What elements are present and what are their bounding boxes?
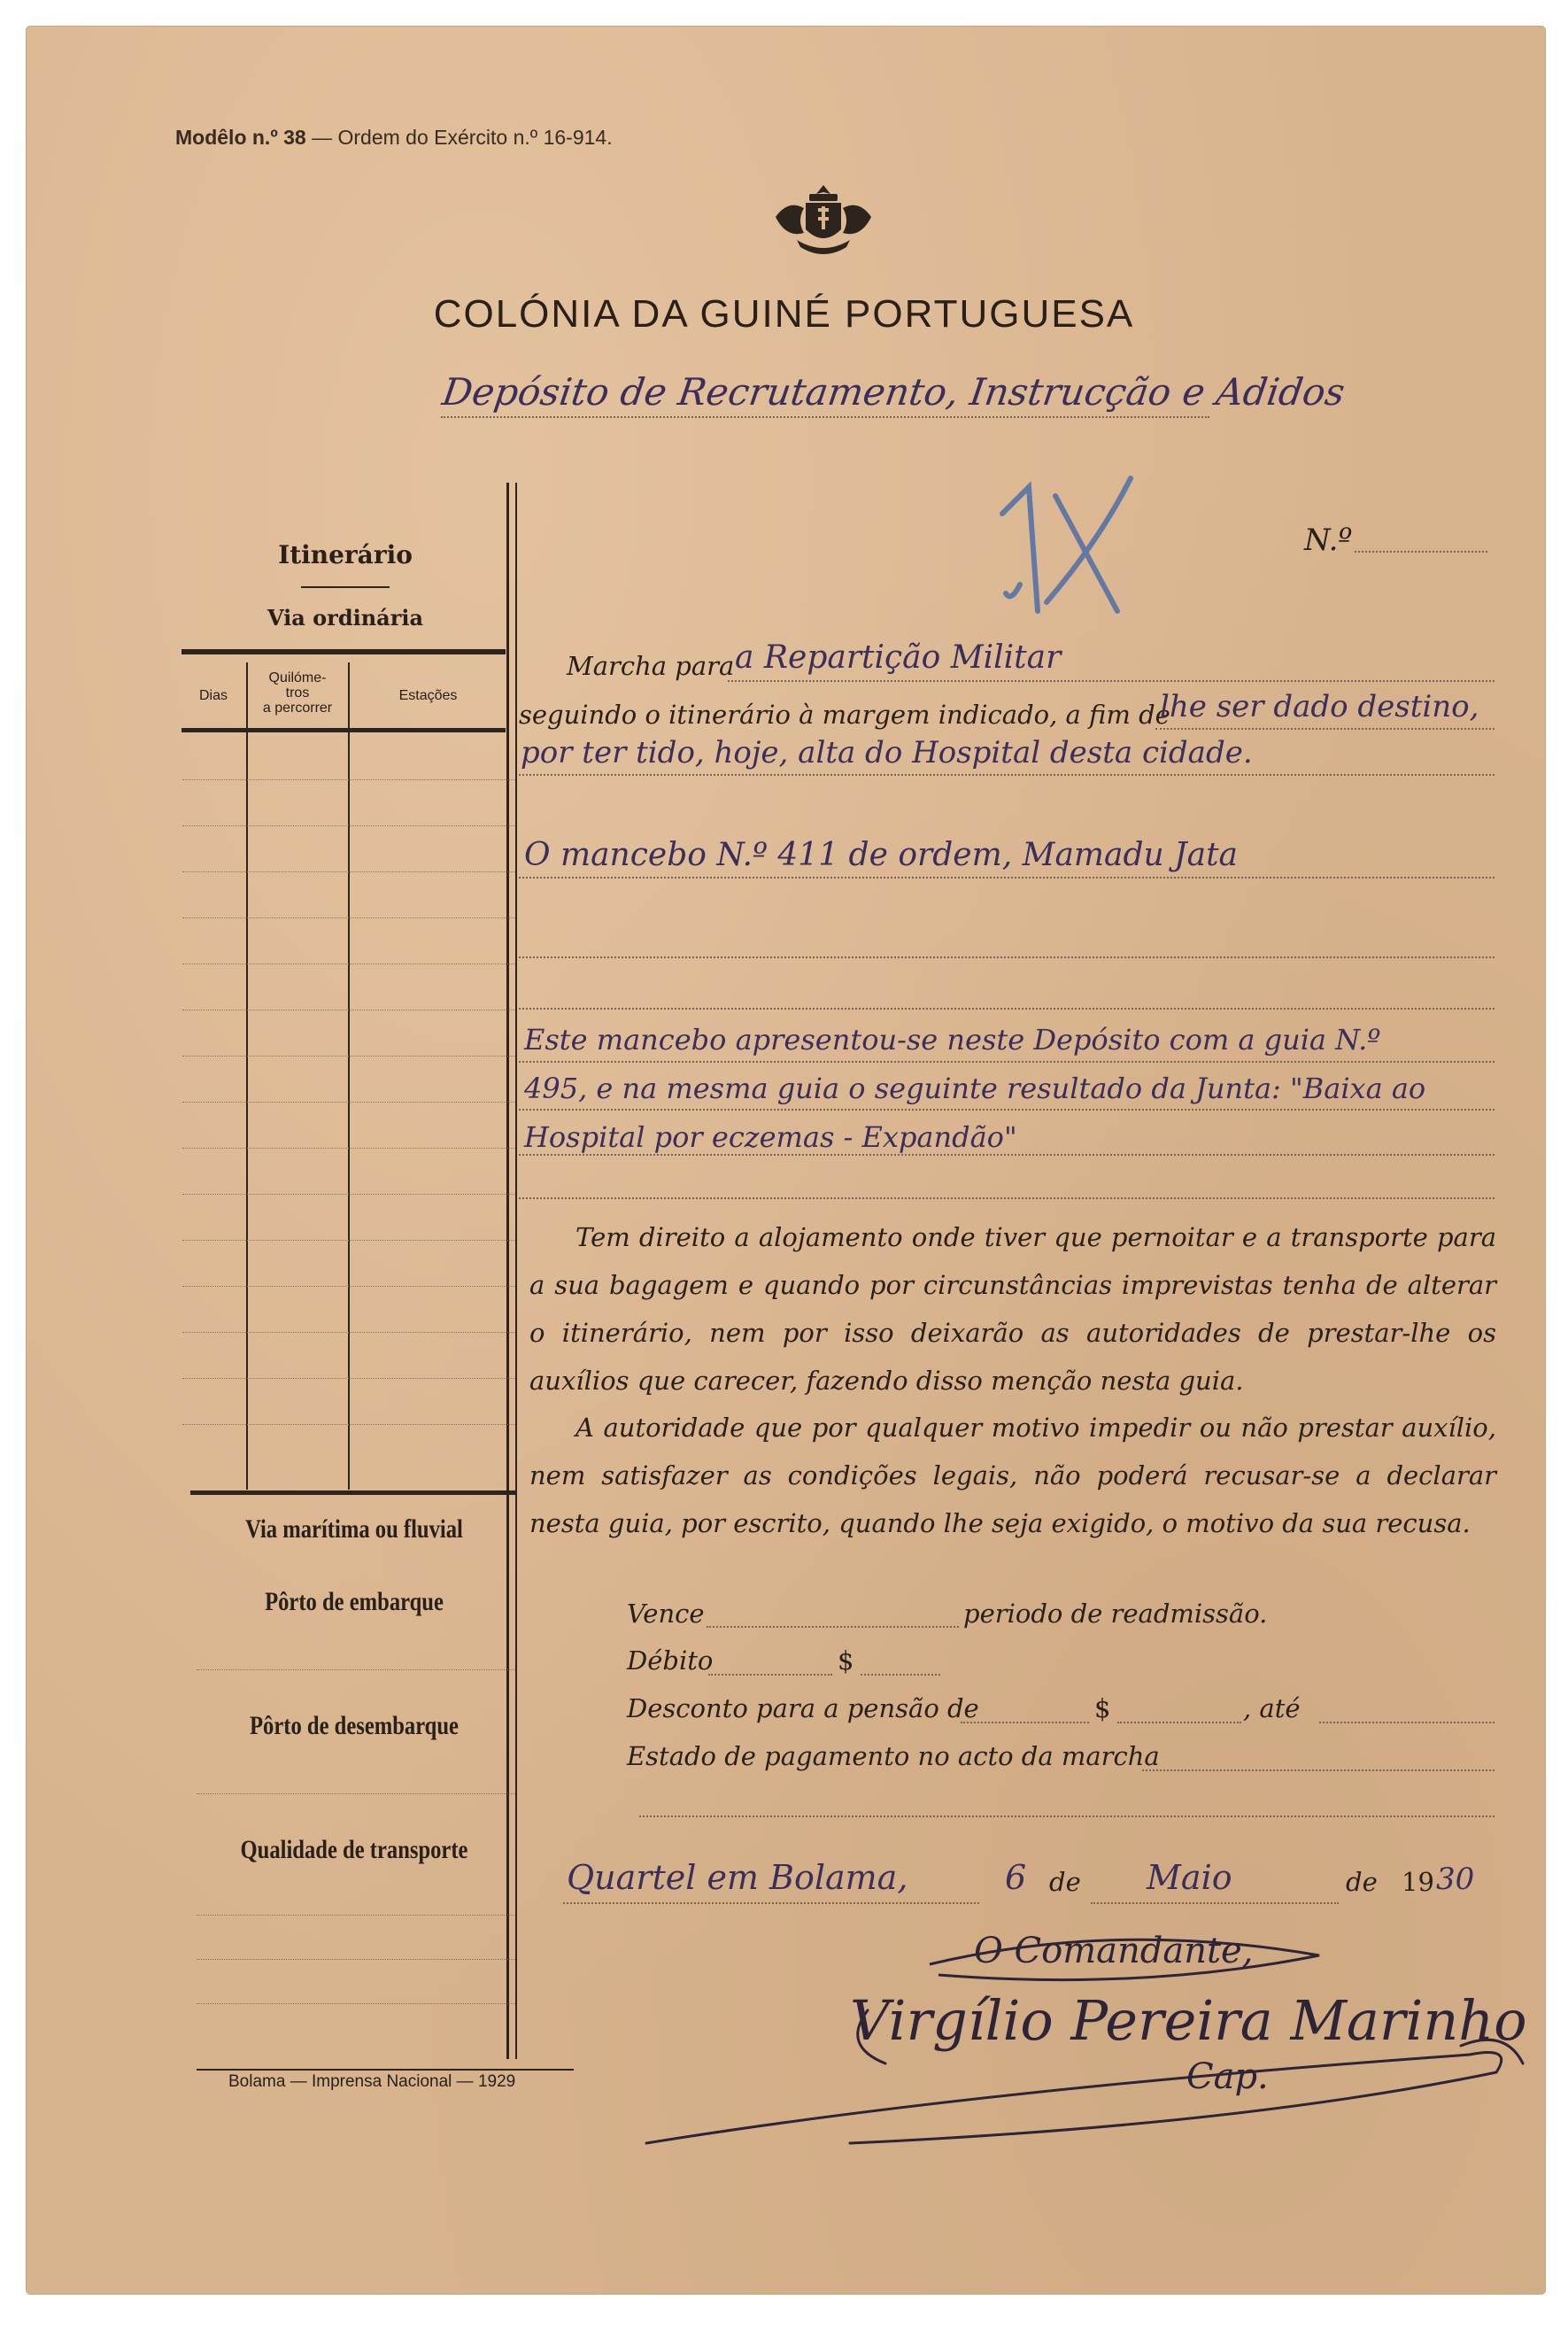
table-row [182, 1056, 515, 1057]
transport-quality-label: Qualidade de transporte [240, 1835, 468, 1864]
port-disembark-label: Pôrto de desembarque [250, 1711, 459, 1740]
date-year: 30 [1436, 1862, 1475, 1897]
desconto-dots [961, 1722, 1089, 1723]
estado-dots-2 [639, 1815, 1495, 1817]
note-line-1-dots [519, 1061, 1495, 1063]
date-day: 6 [1005, 1858, 1027, 1897]
table-row [182, 1424, 515, 1425]
col-header-km: Quilóme- tros a percorrer [262, 670, 333, 716]
column-divider-inner [515, 483, 517, 2059]
footer-rule [197, 2069, 574, 2071]
table-row [182, 1240, 515, 1241]
note-line-3-dots [519, 1154, 1495, 1156]
recruit-line-dots [519, 877, 1495, 879]
paragraph-rights: Tem direito a alojamento onde tiver que pernoitar e a transporte para a sua bagagem e quando por circunstâncias imprevistas tenha de alterar o itinerário, nem por isso deixarão as autoridades de prestar-lhe os auxílios que carecer, fazendo disso menção nesta guia. [529, 1222, 1496, 1396]
date-place-dots [563, 1902, 979, 1904]
date-year-prefix: 19 [1402, 1867, 1434, 1897]
transport-line-2 [197, 1959, 515, 1960]
signature-name: Virgílio Pereira Marinho [850, 1988, 1527, 2053]
desconto-currency: $ [1094, 1693, 1111, 1723]
debito-currency: $ [838, 1645, 854, 1676]
purpose-line-1-dots [1155, 728, 1495, 730]
table-row [182, 1194, 515, 1195]
table-row [182, 1332, 515, 1333]
signature-role: O Comandante, [974, 1931, 1254, 1971]
debito-dots-2 [861, 1674, 940, 1676]
table-bottom-rule [190, 1490, 516, 1495]
vence-suffix: periodo de readmissão. [963, 1599, 1268, 1629]
coat-of-arms-emblem [770, 182, 877, 261]
unit-name-underline [441, 416, 1209, 418]
estado-label: Estado de pagamento no acto da marcha [627, 1741, 1160, 1771]
note-line-2: 495, e na mesma guia o seguinte resultado da Junta: "Baixa ao [524, 1072, 1426, 1105]
date-place: Quartel em Bolama, [567, 1858, 908, 1897]
purpose-line-2-dots [519, 774, 1495, 776]
col-header-stations: Estações [398, 688, 458, 703]
signature-role-flourish [921, 1929, 1328, 1991]
date-month-dots [1091, 1902, 1339, 1904]
route-text: seguindo o itinerário à margem indicado, a fim de [519, 700, 1170, 730]
itinerary-title-rule [301, 586, 390, 588]
table-row [182, 1286, 515, 1287]
debito-label: Débito [627, 1645, 714, 1676]
note-line-3: Hospital por eczemas - Expandão" [524, 1120, 1017, 1154]
blank-line-dots [519, 956, 1495, 958]
sea-route-label: Via marítima ou fluvial [245, 1514, 463, 1544]
table-col-line-2 [348, 662, 350, 1490]
table-row [182, 1102, 515, 1103]
purpose-line-1: lhe ser dado destino, [1160, 689, 1479, 724]
table-col-line-1 [246, 662, 248, 1490]
table-top-rule [182, 649, 506, 654]
col-header-days: Dias [198, 688, 228, 703]
itinerary-title: Itinerário [278, 540, 413, 569]
table-row [182, 1148, 515, 1149]
blank-line-dots-2 [519, 1008, 1495, 1010]
colony-title: COLÓNIA DA GUINÉ PORTUGUESA [433, 292, 1135, 336]
vence-dots [707, 1626, 959, 1628]
unit-name-handwritten: Depósito de Recrutamento, Instrucção e Adidos [439, 370, 1348, 414]
blank-line-dots-3 [519, 1197, 1495, 1199]
transport-line-1 [197, 1915, 515, 1916]
number-field-dots [1355, 551, 1487, 553]
table-row [182, 917, 515, 918]
desconto-dots-2 [1117, 1722, 1241, 1723]
date-de-2: de [1346, 1867, 1378, 1897]
signature-flourish [620, 1993, 1532, 2161]
estado-dots [1142, 1769, 1495, 1771]
paragraph-authority: A autoridade que por qualquer motivo impedir ou não prestar auxílio, nem satisfazer as condições legais, não poderá recusar-se a declarar nesta guia, por escrito, quando lhe seja exigido, o motivo da sua recusa. [529, 1413, 1496, 1538]
itinerary-subtitle: Via ordinária [266, 605, 424, 631]
table-header-rule [182, 728, 506, 732]
blue-pencil-mark [985, 461, 1144, 620]
desconto-label: Desconto para a pensão de [627, 1693, 979, 1723]
recruit-line: O mancebo N.º 411 de ordem, Mamadu Jata [524, 837, 1239, 873]
debito-dots [708, 1674, 832, 1676]
port-embark-label: Pôrto de embarque [265, 1587, 444, 1616]
vence-label: Vence [627, 1599, 705, 1629]
march-destination: a Repartição Militar [735, 639, 1062, 676]
printer-footer: Bolama — Imprensa Nacional — 1929 [228, 2072, 516, 2091]
march-destination-line [728, 680, 1495, 682]
date-month: Maio [1147, 1858, 1232, 1897]
ate-label: , até [1243, 1693, 1301, 1723]
table-row [182, 825, 515, 826]
date-de-1: de [1049, 1867, 1081, 1897]
signature-rank: Cap. [1186, 2056, 1269, 2097]
table-row [182, 871, 515, 872]
model-line: Modêlo n.º 38 — Ordem do Exército n.º 16-914. [175, 126, 613, 149]
march-label: Marcha para [567, 651, 735, 681]
number-label: N.º [1304, 523, 1353, 558]
note-line-2-dots [519, 1109, 1495, 1111]
column-divider [506, 483, 509, 2059]
table-row [182, 1378, 515, 1379]
transport-line-3 [197, 2003, 515, 2004]
port-embark-line [197, 1669, 515, 1670]
table-row [182, 779, 515, 780]
purpose-line-2: por ter tido, hoje, alta do Hospital desta cidade. [521, 735, 1253, 770]
port-disembark-line [197, 1793, 515, 1794]
note-line-1: Este mancebo apresentou-se neste Depósito com a guia N.º [524, 1023, 1381, 1057]
ate-dots [1319, 1722, 1495, 1723]
